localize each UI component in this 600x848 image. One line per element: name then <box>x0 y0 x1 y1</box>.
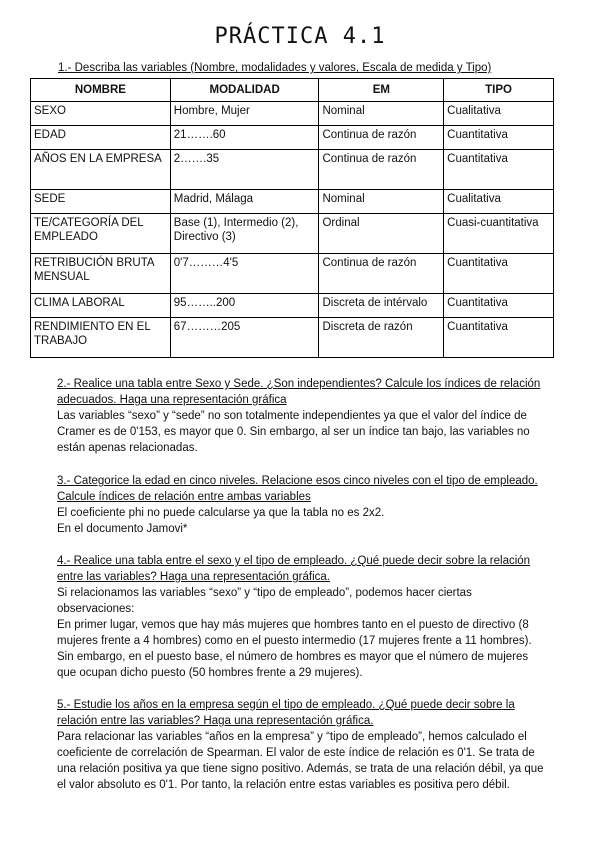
cell-em: Discreta de razón <box>319 318 444 358</box>
cell-em: Nominal <box>319 102 444 126</box>
question-2: 2.- Realice una tabla entre Sexo y Sede. ¿Son independientes? Calcule los índices de relación adecuados. Haga una representación gráfica <box>57 378 541 406</box>
answer-5: Para relacionar las variables “años en la empresa” y “tipo de empleado”, hemos calculado el coeficiente de correlación de Spearman. El valor de este índice de relación es 0'1. Se trata de una relación positiva ya que tiene signo positivo. Además, se trata de una relación débil, ya que el valor absoluto es 0'1. Por tanto, la relación entre estas variables es positiva pero débil. <box>57 731 544 791</box>
cell-em: Continua de razón <box>319 254 444 294</box>
cell-nombre: SEDE <box>31 190 171 214</box>
cell-em: Ordinal <box>319 214 444 254</box>
question-4: 4.- Realice una tabla entre el sexo y el tipo de empleado. ¿Qué puede decir sobre la relación entre las variables? Haga una representación gráfica. <box>57 555 531 583</box>
answer-4-line-1: Si relacionamos las variables “sexo” y “tipo de empleado”, podemos hacer ciertas observaciones: <box>57 587 472 615</box>
section-q5 <box>57 697 547 793</box>
cell-modalidad: Base (1), Intermedio (2), Directivo (3) <box>170 214 319 254</box>
header-modalidad: MODALIDAD <box>170 79 319 102</box>
question-5: 5.- Estudie los años en la empresa según el tipo de empleado. ¿Qué puede decir sobre la relación entre las variables? Haga una representación gráfica. <box>57 699 515 727</box>
answer-3-line-1: El coeficiente phi no puede calcularse ya que la tabla no es 2x2. <box>57 507 385 519</box>
cell-nombre: CLIMA LABORAL <box>31 294 171 318</box>
cell-tipo: Cuantitativa <box>444 150 554 190</box>
table-header-row <box>31 79 554 102</box>
header-nombre: NOMBRE <box>31 79 171 102</box>
section-q3 <box>57 473 547 537</box>
cell-modalidad: 67………205 <box>170 318 319 358</box>
cell-modalidad: Hombre, Mujer <box>170 102 319 126</box>
cell-nombre: RETRIBUCIÓN BRUTA MENSUAL <box>31 254 171 294</box>
table-row <box>31 150 554 190</box>
cell-em: Nominal <box>319 190 444 214</box>
table-row <box>31 214 554 254</box>
table-row <box>31 294 554 318</box>
cell-tipo: Cualitativa <box>444 190 554 214</box>
page-title: PRÁCTICA 4.1 <box>214 24 386 49</box>
cell-tipo: Cualitativa <box>444 102 554 126</box>
table-row <box>31 254 554 294</box>
cell-modalidad: 21…….60 <box>170 126 319 150</box>
cell-tipo: Cuantitativa <box>444 126 554 150</box>
table-row <box>31 190 554 214</box>
cell-em: Discreta de intérvalo <box>319 294 444 318</box>
question-3: 3.- Categorice la edad en cinco niveles. Relacione esos cinco niveles con el tipo de empleado. Calcule índices de relación entre ambas variables <box>57 475 538 503</box>
cell-modalidad: Madrid, Málaga <box>170 190 319 214</box>
cell-modalidad: 2…….35 <box>170 150 319 190</box>
cell-tipo: Cuantitativa <box>444 294 554 318</box>
question-1: 1.- Describa las variables (Nombre, modalidades y valores, Escala de medida y Tipo) <box>58 62 492 74</box>
table-row <box>31 102 554 126</box>
cell-tipo: Cuantitativa <box>444 318 554 358</box>
cell-tipo: Cuasi-cuantitativa <box>444 214 554 254</box>
answer-3-line-2: En el documento Jamovi* <box>57 523 188 535</box>
cell-nombre: AÑOS EN LA EMPRESA <box>31 150 171 190</box>
table-row <box>31 318 554 358</box>
cell-em: Continua de razón <box>319 150 444 190</box>
table-row <box>31 126 554 150</box>
cell-nombre: TE/CATEGORÍA DEL EMPLEADO <box>31 214 171 254</box>
section-q4 <box>57 553 547 681</box>
section-q2 <box>57 376 547 456</box>
header-tipo: TIPO <box>444 79 554 102</box>
cell-nombre: SEXO <box>31 102 171 126</box>
cell-modalidad: 95……..200 <box>170 294 319 318</box>
cell-em: Continua de razón <box>319 126 444 150</box>
cell-nombre: EDAD <box>31 126 171 150</box>
answer-2: Las variables “sexo” y “sede” no son totalmente independientes ya que el valor del índice de Cramer es de 0'153, es mayor que 0. Sin embargo, al ser un índice tan bajo, las variables no están apenas relacionadas. <box>57 410 530 454</box>
cell-tipo: Cuantitativa <box>444 254 554 294</box>
cell-nombre: RENDIMIENTO EN EL TRABAJO <box>31 318 171 358</box>
variables-table <box>30 78 554 358</box>
answer-4-line-2: En primer lugar, vemos que hay más mujeres que hombres tanto en el puesto de directivo (8 mujeres frente a 4 hombres) como en el puesto intermedio (17 mujeres frente a 11 hombres). Sin embargo, en el puesto base, el número de hombres es mayor que el número de mujeres que ocupan dicho puesto (50 hombres frente a 29 mujeres). <box>57 619 532 679</box>
header-em: EM <box>319 79 444 102</box>
cell-modalidad: 0'7………4'5 <box>170 254 319 294</box>
